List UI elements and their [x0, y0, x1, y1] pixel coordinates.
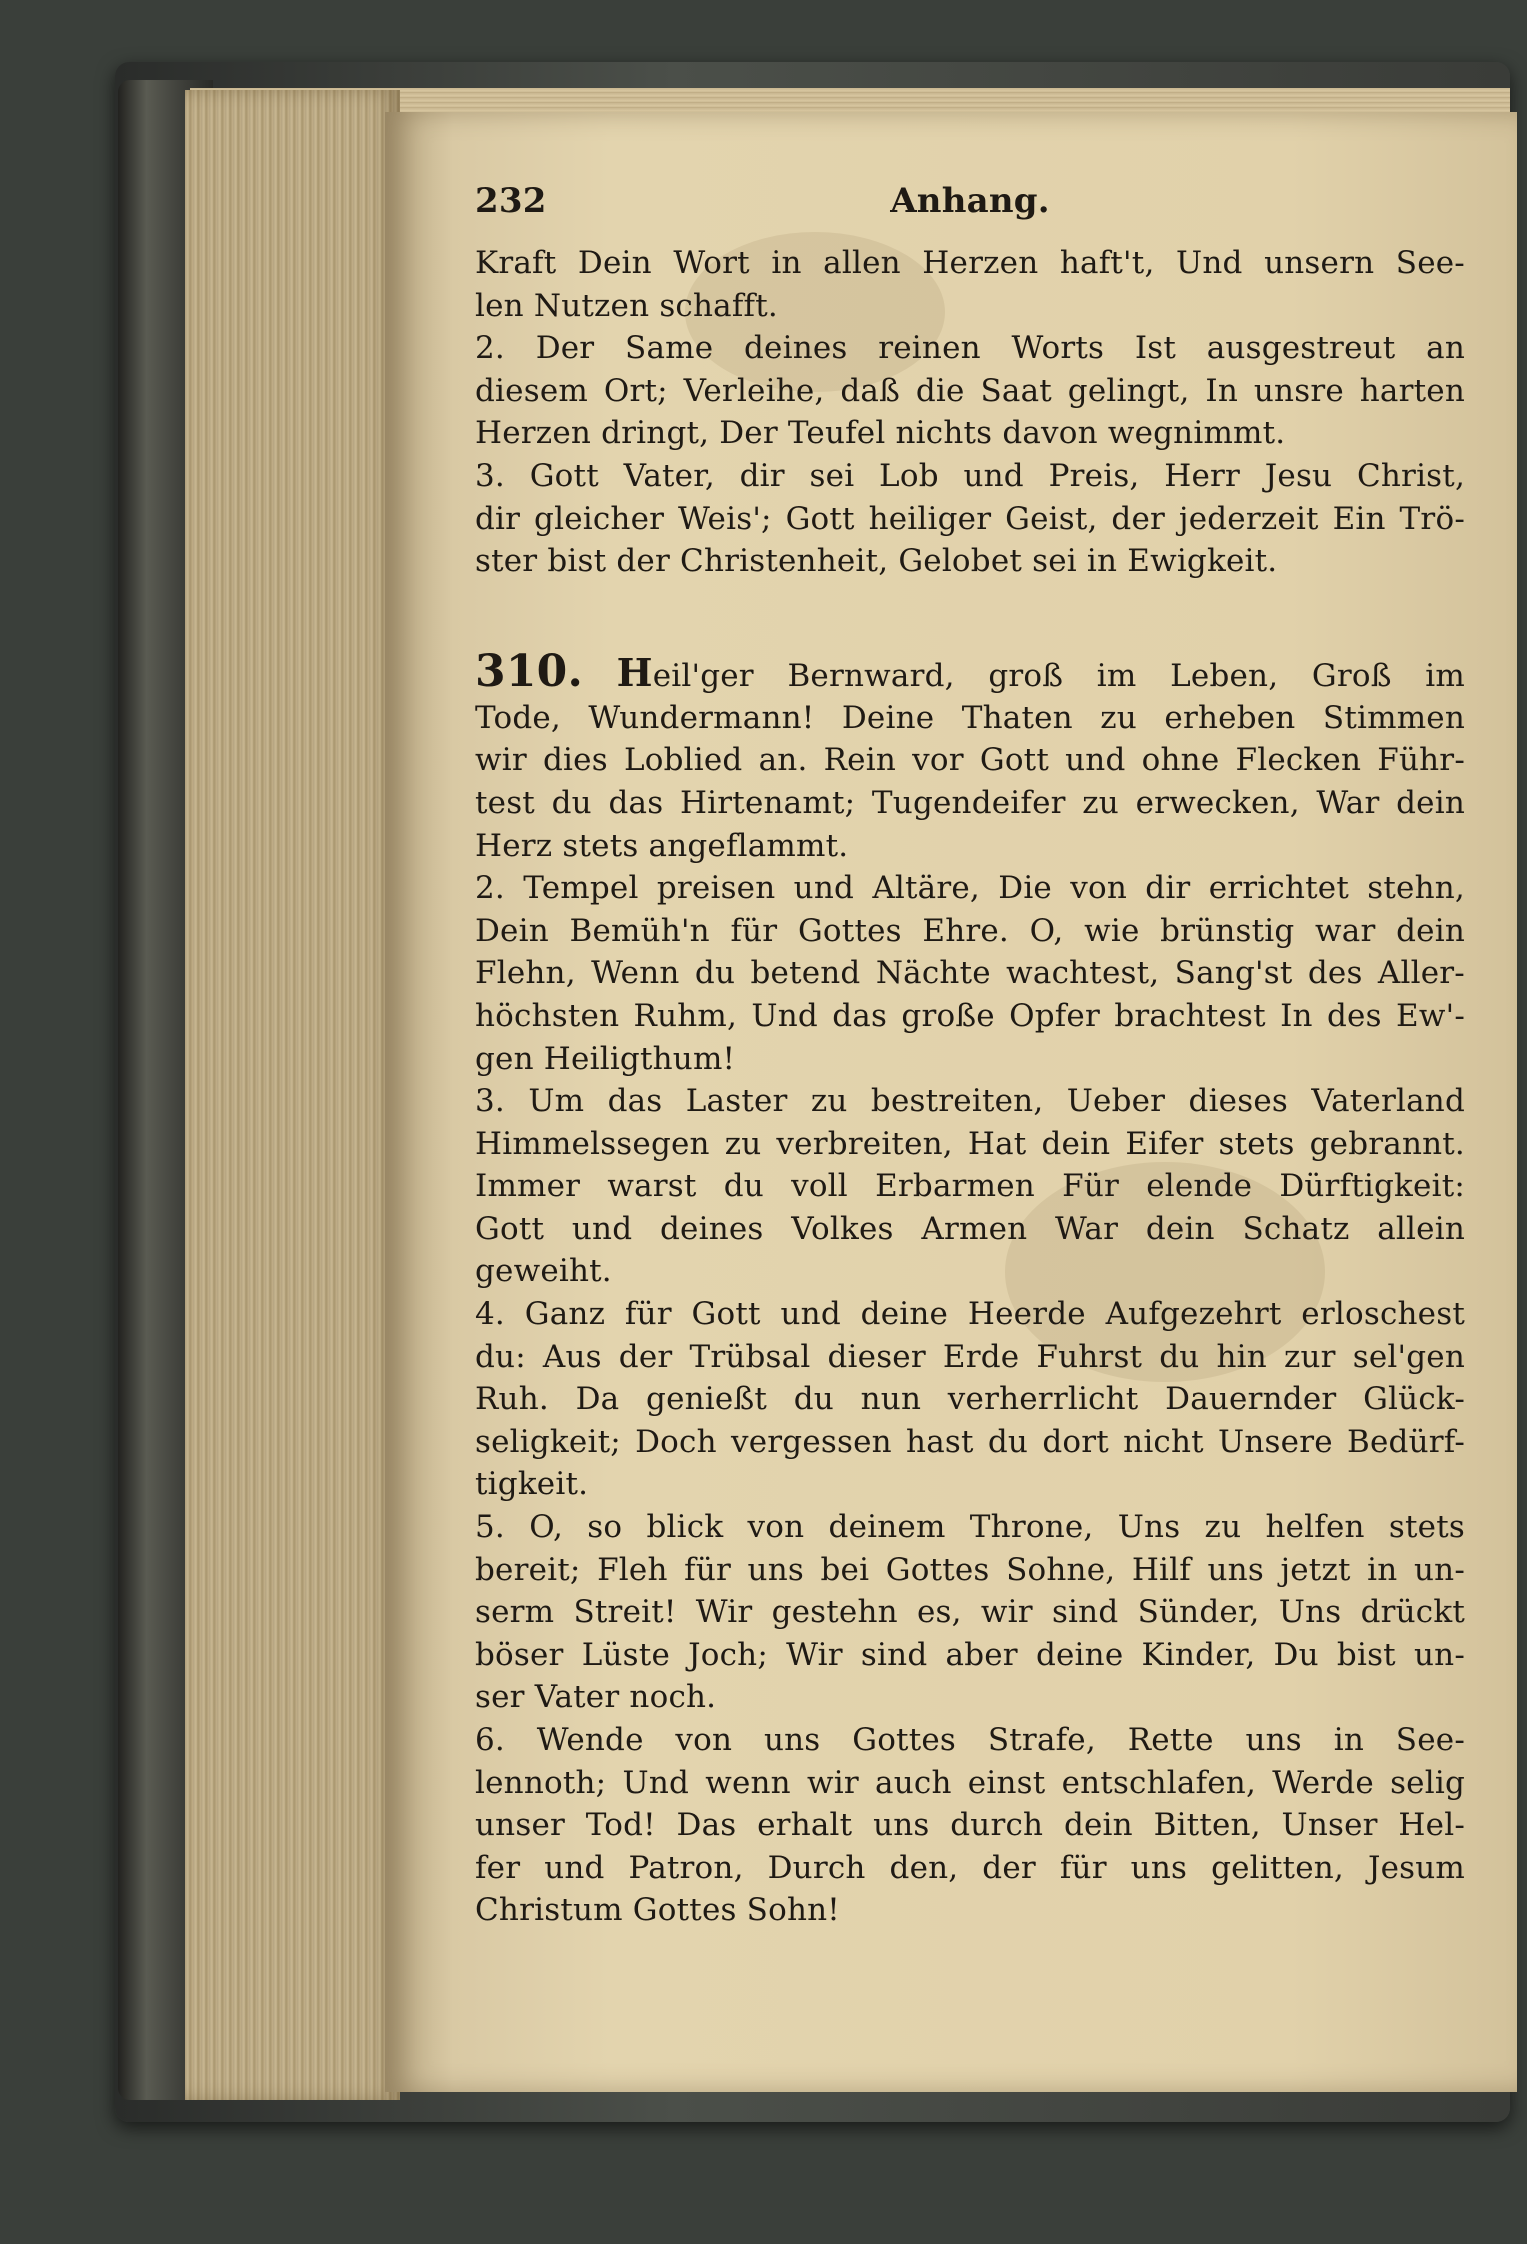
running-head: Anhang.: [890, 181, 1050, 221]
text-line: ster bist der Christenheit, Gelobet sei in Ewigkeit.: [475, 543, 1278, 580]
text-line: dir gleicher Weis'; Gott heiliger Geist, der jederzeit Ein Trö-: [475, 500, 1465, 537]
text-line: 3. Gott Vater, dir sei Lob und Preis, Herr Jesu Christ,: [475, 457, 1465, 494]
hymn-first-line: [475, 647, 1465, 697]
text-line: 2. Tempel preisen und Altäre, Die von dir errichtet stehn,: [475, 870, 1465, 907]
text-line: len Nutzen schafft.: [475, 287, 778, 324]
text-line: 5. O, so blick von deinem Throne, Uns zu helfen stets: [475, 1509, 1465, 1546]
text-line: bereit; Fleh für uns bei Gottes Sohne, Hilf uns jetzt in un-: [475, 1551, 1465, 1588]
text-line: ser Vater noch.: [475, 1679, 717, 1716]
text-line: 4. Ganz für Gott und deine Heerde Aufgezehrt erloschest: [475, 1296, 1465, 1333]
text-line: Christum Gottes Sohn!: [475, 1892, 840, 1929]
text-line: diesem Ort; Verleihe, daß die Saat gelingt, In unsre harten: [475, 372, 1465, 409]
page-edges-left: [185, 90, 400, 2100]
text-line: 2. Der Same deines reinen Worts Ist ausgestreut an: [475, 330, 1465, 367]
text-line: geweiht.: [475, 1253, 612, 1290]
text-line: böser Lüste Joch; Wir sind aber deine Kinder, Du bist un-: [475, 1636, 1465, 1673]
page-header: [475, 180, 1465, 242]
page-number: 232: [475, 181, 547, 221]
hymn-310: [475, 647, 1465, 1932]
text-line: test du das Hirtenamt; Tugendeifer zu erwecken, War dein: [475, 784, 1465, 821]
text-line: Immer warst du voll Erbarmen Für elende Dürftigkeit:: [475, 1168, 1465, 1205]
text-line: Gott und deines Volkes Armen War dein Schatz allein: [475, 1210, 1465, 1247]
text-line: Dein Bemüh'n für Gottes Ehre. O, wie brünstig war dein: [475, 912, 1465, 949]
text-line: Herzen dringt, Der Teufel nichts davon wegnimmt.: [475, 415, 1286, 452]
text-line: seligkeit; Doch vergessen hast du dort nicht Unsere Bedürf-: [475, 1423, 1465, 1460]
text-line: du: Aus der Trübsal dieser Erde Fuhrst du hin zur sel'gen: [475, 1338, 1465, 1375]
text-line: Ruh. Da genießt du nun verherrlicht Dauernder Glück-: [475, 1381, 1465, 1418]
text-line: lennoth; Und wenn wir auch einst entschlafen, Werde selig: [475, 1764, 1465, 1801]
text-line: höchsten Ruhm, Und das große Opfer brachtest In des Ew'-: [475, 997, 1465, 1034]
text-line: Flehn, Wenn du betend Nächte wachtest, Sang'st des Aller-: [475, 955, 1465, 992]
text-line: Kraft Dein Wort in allen Herzen haft't, Und unsern See-: [475, 245, 1465, 281]
text-line: 3. Um das Laster zu bestreiten, Ueber dieses Vaterland: [475, 1083, 1465, 1120]
text-line: fer und Patron, Durch den, der für uns gelitten, Jesum: [475, 1849, 1465, 1886]
text-line: Herz stets angeflammt.: [475, 827, 849, 864]
hymn-number: 310.: [475, 646, 583, 697]
text-line: serm Streit! Wir gestehn es, wir sind Sünder, Uns drückt: [475, 1594, 1465, 1631]
text-line: tigkeit.: [475, 1466, 589, 1503]
text-line: Himmelssegen zu verbreiten, Hat dein Eifer stets gebrannt.: [475, 1125, 1465, 1162]
text-line: unser Tod! Das erhalt uns durch dein Bitten, Unser Hel-: [475, 1807, 1465, 1844]
initial-letter: H: [616, 649, 653, 695]
text-line: gen Heiligthum!: [475, 1040, 736, 1077]
text-line: 6. Wende von uns Gottes Strafe, Rette uns in See-: [475, 1722, 1465, 1758]
hymn-continuation: [475, 242, 1465, 583]
hymn-first-line-rest: eil'ger Bernward, groß im Leben, Groß im: [652, 657, 1465, 694]
text-line: wir dies Loblied an. Rein vor Gott und ohne Flecken Führ-: [475, 742, 1465, 779]
text-line: Tode, Wundermann! Deine Thaten zu erheben Stimmen: [475, 699, 1465, 736]
page-text: [475, 180, 1465, 1932]
